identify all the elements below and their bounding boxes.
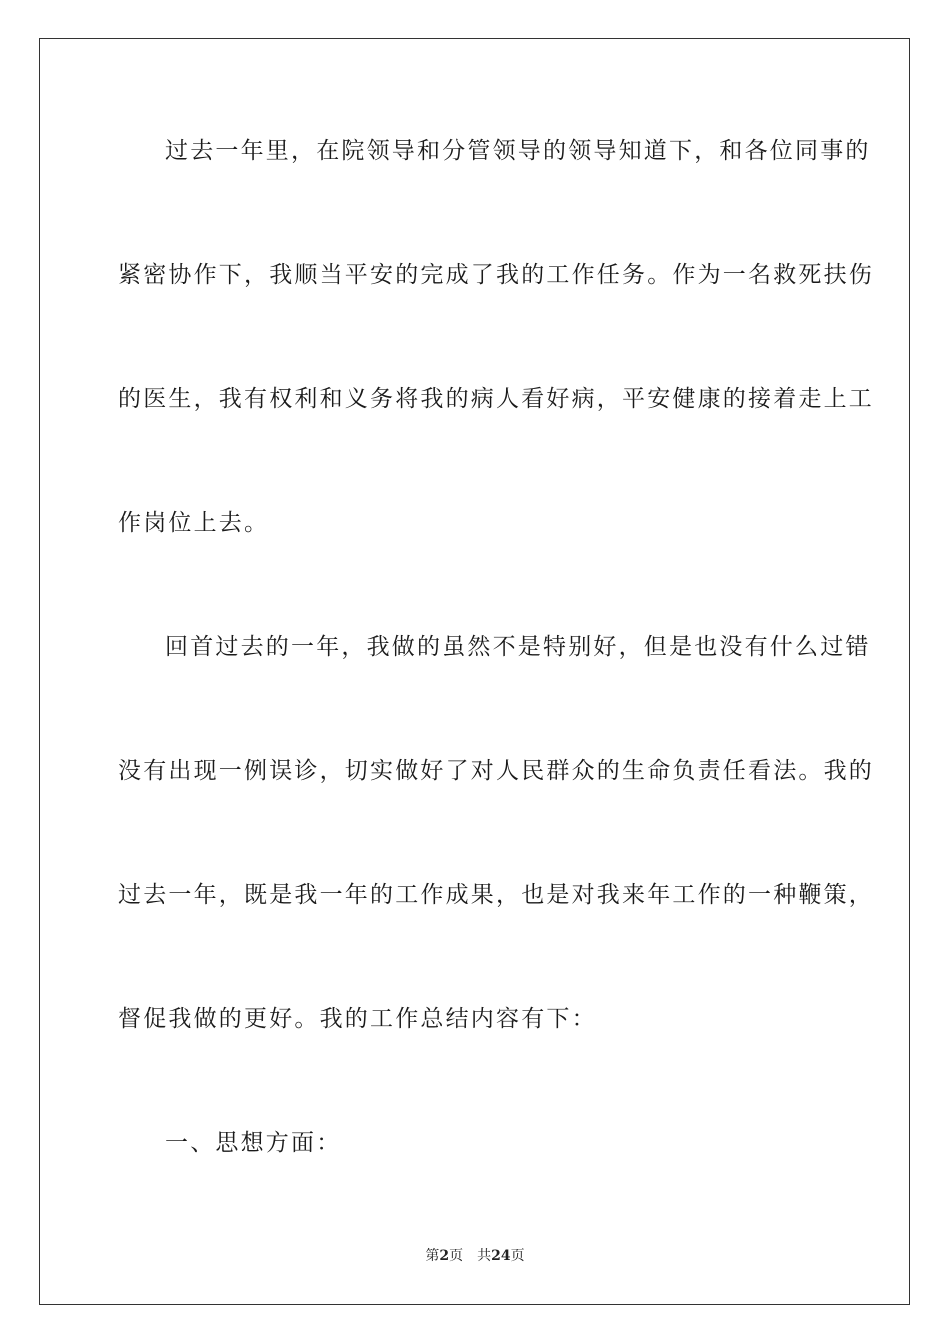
paragraph-1-line-3: 的医生，我有权利和义务将我的病人看好病，平安健康的接着走上工 bbox=[118, 386, 874, 412]
paragraph-1-line-2: 紧密协作下，我顺当平安的完成了我的工作任务。作为一名救死扶伤 bbox=[118, 262, 874, 288]
section-heading: 一、思想方面： bbox=[165, 1130, 342, 1156]
page-suffix: 页 bbox=[449, 1248, 464, 1264]
total-pages: 24 bbox=[491, 1248, 511, 1264]
total-suffix: 页 bbox=[510, 1248, 525, 1264]
page-border bbox=[39, 38, 910, 1305]
paragraph-1-line-1: 过去一年里，在院领导和分管领导的领导知道下，和各位同事的 bbox=[165, 138, 871, 164]
paragraph-2-line-4: 督促我做的更好。我的工作总结内容有下： bbox=[118, 1006, 597, 1032]
paragraph-2-line-2: 没有出现一例误诊，切实做好了对人民群众的生命负责任看法。我的 bbox=[118, 758, 874, 784]
paragraph-1-line-4: 作岗位上去。 bbox=[118, 510, 270, 536]
page-number: 2 bbox=[439, 1248, 450, 1264]
page-footer bbox=[0, 1246, 950, 1266]
paragraph-2-line-3: 过去一年，既是我一年的工作成果，也是对我来年工作的一种鞭策， bbox=[118, 882, 874, 908]
page-prefix: 第 bbox=[425, 1248, 440, 1264]
total-prefix: 共 bbox=[477, 1248, 492, 1264]
paragraph-2-line-1: 回首过去的一年，我做的虽然不是特别好，但是也没有什么过错 bbox=[165, 634, 871, 660]
